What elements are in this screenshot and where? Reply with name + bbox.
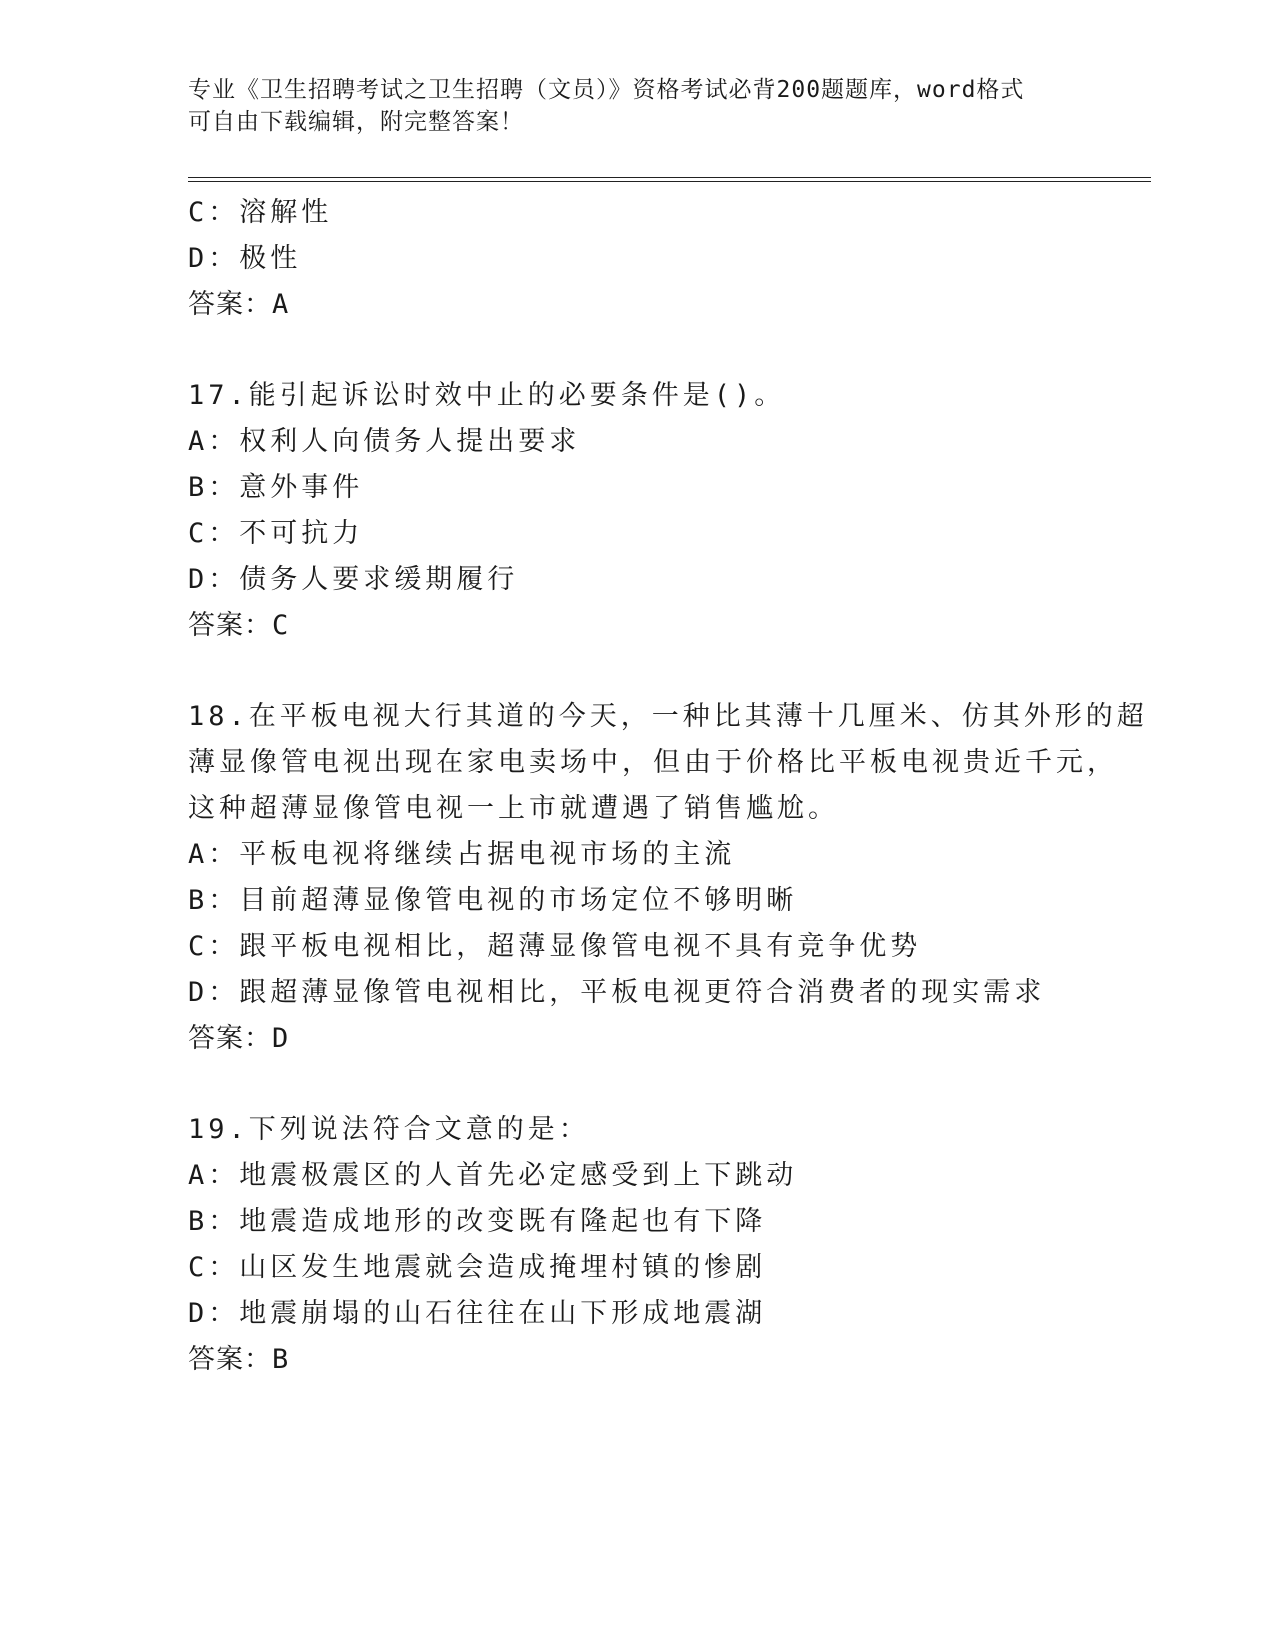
- question-text: 19.下列说法符合文意的是：: [188, 1114, 590, 1145]
- option-a: A：平板电视将继续占据电视市场的主流: [188, 839, 736, 870]
- answer: 答案：A: [188, 289, 290, 320]
- option-d: D：债务人要求缓期履行: [188, 564, 519, 595]
- option-b: B：目前超薄显像管电视的市场定位不够明晰: [188, 885, 798, 916]
- option-c: C：不可抗力: [188, 518, 364, 549]
- option-c: C：山区发生地震就会造成掩埋村镇的惨剧: [188, 1252, 767, 1283]
- option-d: D：跟超薄显像管电视相比，平板电视更符合消费者的现实需求: [188, 977, 1046, 1008]
- question-text-line-2: 薄显像管电视出现在家电卖场中，但由于价格比平板电视贵近千元，: [188, 747, 1118, 778]
- option-d: D：极性: [188, 243, 302, 274]
- question-text: 17.能引起诉讼时效中止的必要条件是()。: [188, 380, 786, 411]
- question-text-line-1: 18.在平板电视大行其道的今天，一种比其薄十几厘米、仿其外形的超: [188, 701, 1148, 732]
- option-c: C：溶解性: [188, 197, 333, 228]
- answer: 答案：B: [188, 1344, 290, 1375]
- answer: 答案：C: [188, 610, 290, 641]
- option-a: A：地震极震区的人首先必定感受到上下跳动: [188, 1160, 798, 1191]
- option-b: B：地震造成地形的改变既有隆起也有下降: [188, 1206, 767, 1237]
- answer: 答案：D: [188, 1023, 290, 1054]
- option-a: A：权利人向债务人提出要求: [188, 426, 581, 457]
- question-19: [188, 1107, 1088, 1383]
- question-text-line-3: 这种超薄显像管电视一上市就遭遇了销售尴尬。: [188, 793, 839, 824]
- question-18: [188, 694, 1148, 1062]
- header-divider-bottom: [188, 181, 1151, 182]
- header-line-2: 可自由下载编辑，附完整答案！: [188, 109, 524, 135]
- question-list: [188, 190, 1148, 1383]
- header-divider-top: [188, 177, 1151, 178]
- option-d: D：地震崩塌的山石往往在山下形成地震湖: [188, 1298, 767, 1329]
- question-17: [188, 373, 1088, 649]
- option-c: C：跟平板电视相比，超薄显像管电视不具有竞争优势: [188, 931, 922, 962]
- option-b: B：意外事件: [188, 472, 364, 503]
- document-header: [188, 74, 1088, 138]
- question-16-tail: [188, 190, 1088, 328]
- header-line-1: 专业《卫生招聘考试之卫生招聘（文员）》资格考试必背200题题库，word格式: [188, 77, 1025, 103]
